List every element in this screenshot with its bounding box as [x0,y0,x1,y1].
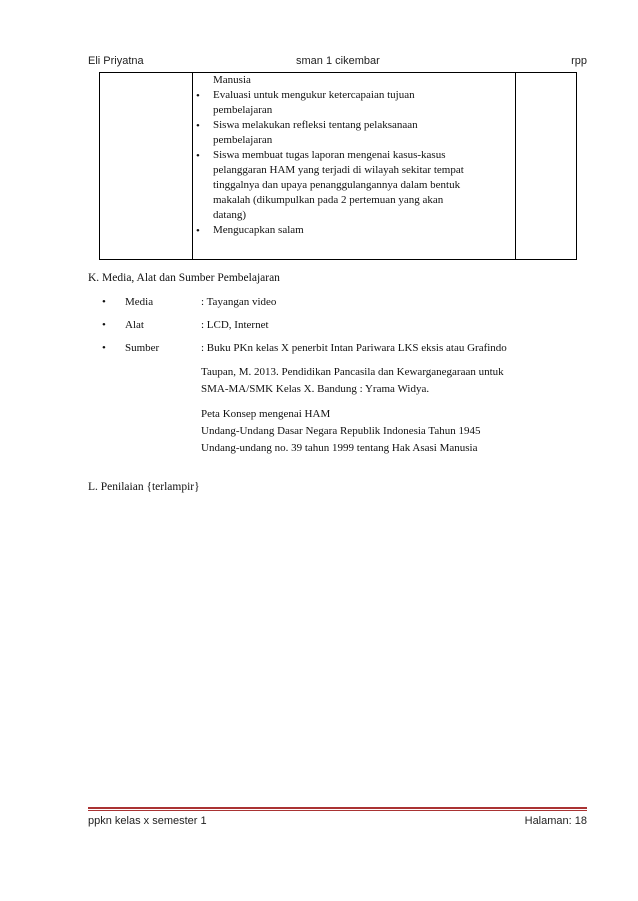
bullet-icon: • [196,150,200,162]
section-k-heading: K. Media, Alat dan Sumber Pembelajaran [88,272,280,284]
media-list [99,296,569,365]
item-line: tinggalnya dan upaya penanggulangannya dalam bentuk [213,179,461,191]
list-item-sumber [99,342,569,365]
list-item-media [99,296,569,319]
header-doc-type: rpp [571,55,587,67]
row-label: Media [125,296,154,308]
bullet-icon: • [196,225,200,237]
bullet-icon: • [102,342,106,354]
table-cell-empty-left [100,73,193,260]
activity-list [193,73,515,238]
reference-line: Peta Konsep mengenai HAM [201,408,331,420]
reference-line: Undang-Undang Dasar Negara Republik Indonesia Tahun 1945 [201,425,481,437]
reference-line: SMA-MA/SMK Kelas X. Bandung : Yrama Widya. [201,383,430,395]
bullet-icon: • [102,296,106,308]
list-item-continued [193,73,515,88]
footer-course: ppkn kelas x semester 1 [88,815,207,827]
row-label: Alat [125,319,144,331]
list-item [193,88,515,118]
item-line: Siswa melakukan refleksi tentang pelaksanaan [213,119,418,131]
bullet-icon: • [102,319,106,331]
bullet-icon: • [196,90,200,102]
source-reference-laws [201,406,480,457]
header-author: Eli Priyatna [88,55,144,67]
header-school: sman 1 cikembar [296,55,380,67]
table-cell-empty-right [516,73,577,260]
item-line: pelanggaran HAM yang terjadi di wilayah sekitar tempat [213,164,464,176]
list-item [193,118,515,148]
list-item [193,223,515,238]
footer-page-number: Halaman: 18 [524,815,587,827]
item-line: pembelajaran [213,134,273,146]
row-value: : LCD, Internet [201,319,269,331]
continued-text: Manusia [213,74,251,86]
page-footer [88,815,587,831]
source-reference-book [201,364,504,398]
row-value: : Buku PKn kelas X penerbit Intan Pariwara LKS eksis atau Grafindo [201,342,507,354]
item-line: Siswa membuat tugas laporan mengenai kasus-kasus [213,149,446,161]
footer-rule-thin [88,810,587,811]
activity-table-continuation [99,72,577,260]
table-cell-activities [193,73,516,260]
list-item-alat [99,319,569,342]
item-line: Evaluasi untuk mengukur ketercapaian tujuan [213,89,415,101]
item-line: datang) [213,209,246,221]
item-line: pembelajaran [213,104,273,116]
row-label: Sumber [125,342,160,354]
reference-line: Taupan, M. 2013. Pendidikan Pancasila dan Kewarganegaraan untuk [201,366,504,378]
section-l-heading: L. Penilaian {terlampir} [88,481,200,493]
item-line: Mengucapkan salam [213,224,304,236]
page-header [88,55,587,71]
item-line: makalah (dikumpulkan pada 2 pertemuan yang akan [213,194,444,206]
bullet-icon: • [196,120,200,132]
reference-line: Undang-undang no. 39 tahun 1999 tentang Hak Asasi Manusia [201,442,478,454]
list-item [193,148,515,223]
row-value: : Tayangan video [201,296,277,308]
footer-rule [88,807,587,809]
